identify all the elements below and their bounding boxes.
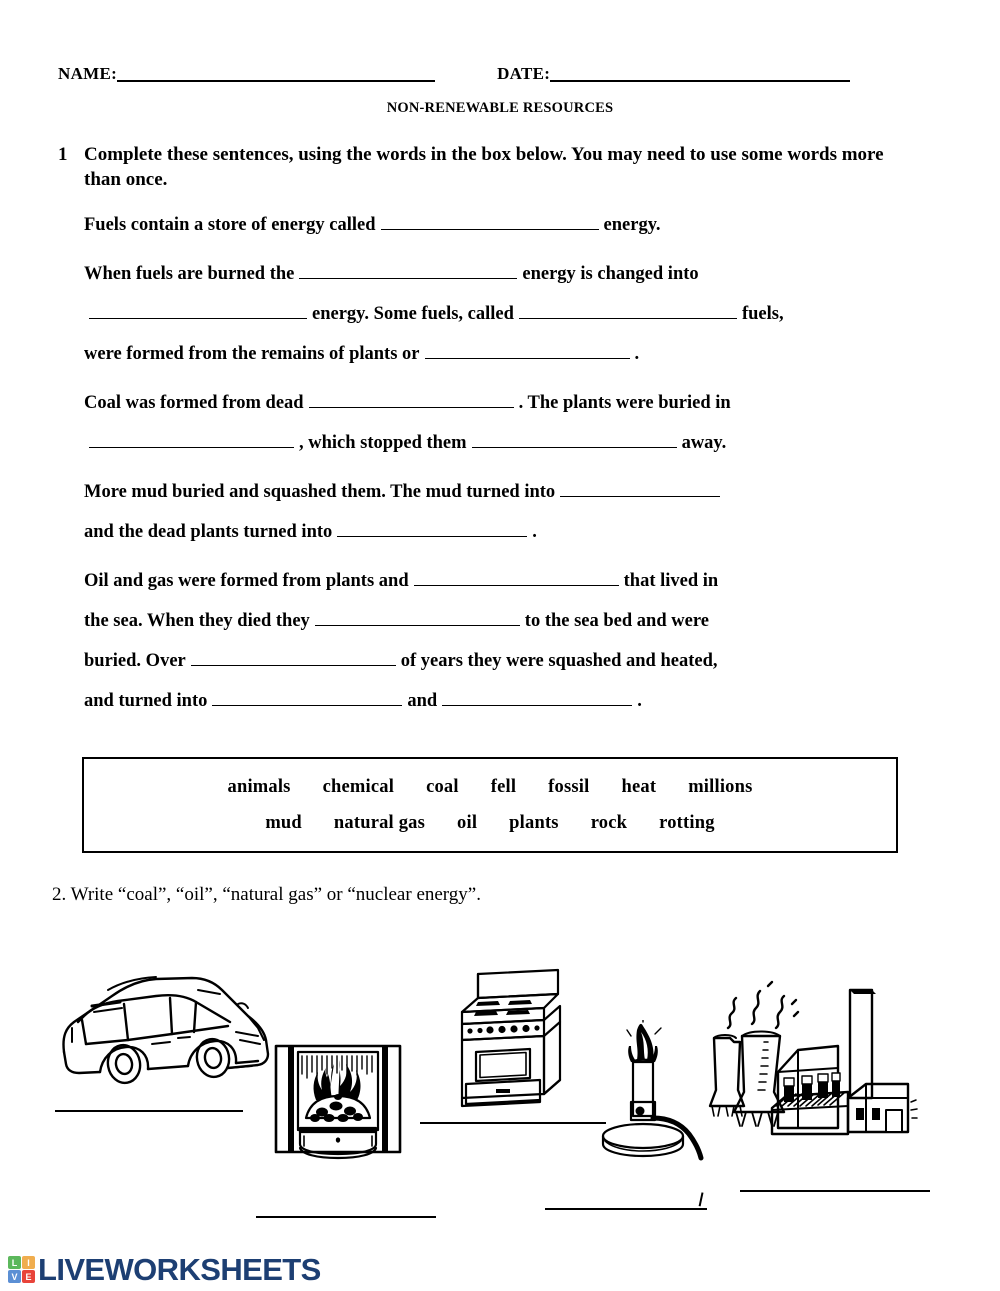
question-1-text: Complete these sentences, using the words in the box below. You may need to use some words more than once. xyxy=(84,144,884,191)
sentence-text: . The plants were buried in xyxy=(518,393,731,413)
answer-blank[interactable] xyxy=(309,392,514,408)
answer-line-power-station[interactable] xyxy=(740,1190,930,1192)
answer-line-gas-cooker[interactable] xyxy=(420,1122,606,1124)
sentence-text: Fuels contain a store of energy called xyxy=(84,215,376,235)
word-bank-word[interactable]: oil xyxy=(457,812,478,833)
scan-artifact-mark xyxy=(699,1192,710,1207)
answer-blank[interactable] xyxy=(414,570,619,586)
word-bank-row xyxy=(249,813,730,834)
sentence-text: that lived in xyxy=(623,571,719,591)
question-2-instruction: 2. Write “coal”, “oil”, “natural gas” or “nuclear energy”. xyxy=(52,884,481,905)
fill-in-blank-sentences xyxy=(84,214,960,739)
sentence-paragraph xyxy=(84,214,960,254)
answer-blank[interactable] xyxy=(299,263,517,279)
answer-blank[interactable] xyxy=(89,432,294,448)
sentence-text: . xyxy=(634,344,640,364)
answer-blank[interactable] xyxy=(315,610,520,626)
sentence-text: of years they were squashed and heated, xyxy=(400,651,718,671)
logo-tile-l: L xyxy=(8,1256,21,1269)
answer-blank[interactable] xyxy=(442,690,632,706)
gas-cooker-illustration xyxy=(448,968,578,1113)
answer-blank[interactable] xyxy=(560,481,720,497)
word-bank-word[interactable]: rock xyxy=(590,812,628,833)
question-1-number: 1 xyxy=(58,144,68,165)
sentence-line xyxy=(84,263,960,303)
sentence-text: energy. xyxy=(603,215,661,235)
logo-tiles xyxy=(8,1256,35,1283)
logo-tile-i: I xyxy=(22,1256,35,1269)
sentence-text: and the dead plants turned into xyxy=(84,522,333,542)
sentence-text: to the sea bed and were xyxy=(524,611,709,631)
student-info-row xyxy=(58,56,945,82)
word-bank-word[interactable]: fossil xyxy=(548,776,590,797)
bunsen-burner-illustration xyxy=(585,1020,710,1170)
logo-wordmark: LIVEWORKSHEETS xyxy=(38,1252,321,1287)
sentence-text: When fuels are burned the xyxy=(84,264,295,284)
sentence-paragraph xyxy=(84,481,960,561)
sentence-text: More mud buried and squashed them. The mud turned into xyxy=(84,482,556,502)
sentence-text: buried. Over xyxy=(84,651,186,671)
sentence-line xyxy=(84,570,960,610)
answer-line-bunsen-burner[interactable] xyxy=(545,1208,707,1210)
word-bank-word[interactable]: chemical xyxy=(322,776,395,797)
answer-blank[interactable] xyxy=(519,303,737,319)
sentence-line xyxy=(84,690,960,730)
sentence-text: and xyxy=(407,691,438,711)
liveworksheets-logo xyxy=(8,1254,321,1285)
answer-line-car[interactable] xyxy=(55,1110,243,1112)
word-bank-word[interactable]: rotting xyxy=(659,812,715,833)
word-bank-word[interactable]: natural gas xyxy=(333,812,426,833)
sentence-text: Oil and gas were formed from plants and xyxy=(84,571,409,591)
answer-blank[interactable] xyxy=(191,650,396,666)
sentence-line xyxy=(84,392,960,432)
sentence-text: energy. Some fuels, called xyxy=(312,304,514,324)
worksheet-title: NON-RENEWABLE RESOURCES xyxy=(386,100,614,116)
sentence-text: Coal was formed from dead xyxy=(84,393,304,413)
sentence-paragraph xyxy=(84,263,960,383)
power-station-illustration xyxy=(706,980,921,1155)
sentence-paragraph xyxy=(84,392,960,472)
logo-tile-e: E xyxy=(22,1270,35,1283)
answer-line-fireplace[interactable] xyxy=(256,1216,436,1218)
sentence-line xyxy=(84,343,960,383)
sentence-line xyxy=(84,521,960,561)
word-bank-word[interactable]: heat xyxy=(621,776,657,797)
word-bank-word[interactable]: coal xyxy=(426,776,459,797)
word-bank-row xyxy=(212,777,769,798)
answer-blank[interactable] xyxy=(337,521,527,537)
word-bank-box xyxy=(82,757,898,853)
sentence-text: and turned into xyxy=(84,691,208,711)
word-bank-word[interactable]: mud xyxy=(265,812,302,833)
sentence-text: fuels, xyxy=(741,304,784,324)
answer-blank[interactable] xyxy=(472,432,677,448)
sentence-line xyxy=(84,610,960,650)
sentence-text: away. xyxy=(681,433,727,453)
date-input-line[interactable] xyxy=(550,64,850,82)
answer-blank[interactable] xyxy=(425,343,630,359)
answer-blank[interactable] xyxy=(89,303,307,319)
question-1-instruction xyxy=(58,142,952,192)
sentence-text: the sea. When they died they xyxy=(84,611,310,631)
sentence-line xyxy=(84,650,960,690)
logo-tile-v: V xyxy=(8,1270,21,1283)
date-label: DATE: xyxy=(497,64,551,83)
word-bank-word[interactable]: fell xyxy=(490,776,517,797)
name-input-line[interactable] xyxy=(117,64,435,82)
word-bank-word[interactable]: animals xyxy=(227,776,291,797)
sentence-paragraph xyxy=(84,570,960,730)
sentence-text: energy is changed into xyxy=(522,264,699,284)
sentence-text: . xyxy=(532,522,537,542)
sentence-text: , which stopped them xyxy=(299,433,467,453)
sentence-line xyxy=(84,214,960,254)
name-label: NAME: xyxy=(58,64,118,83)
word-bank-word[interactable]: plants xyxy=(509,812,559,833)
word-bank-word[interactable]: millions xyxy=(688,776,753,797)
sentence-text: were formed from the remains of plants or xyxy=(84,344,420,364)
car-illustration xyxy=(52,960,282,1115)
sentence-line xyxy=(84,303,960,343)
sentence-text: . xyxy=(637,691,642,711)
answer-blank[interactable] xyxy=(381,214,599,230)
sentence-line xyxy=(84,481,960,521)
sentence-line xyxy=(84,432,960,472)
answer-blank[interactable] xyxy=(212,690,402,706)
fireplace-illustration xyxy=(268,1040,408,1170)
